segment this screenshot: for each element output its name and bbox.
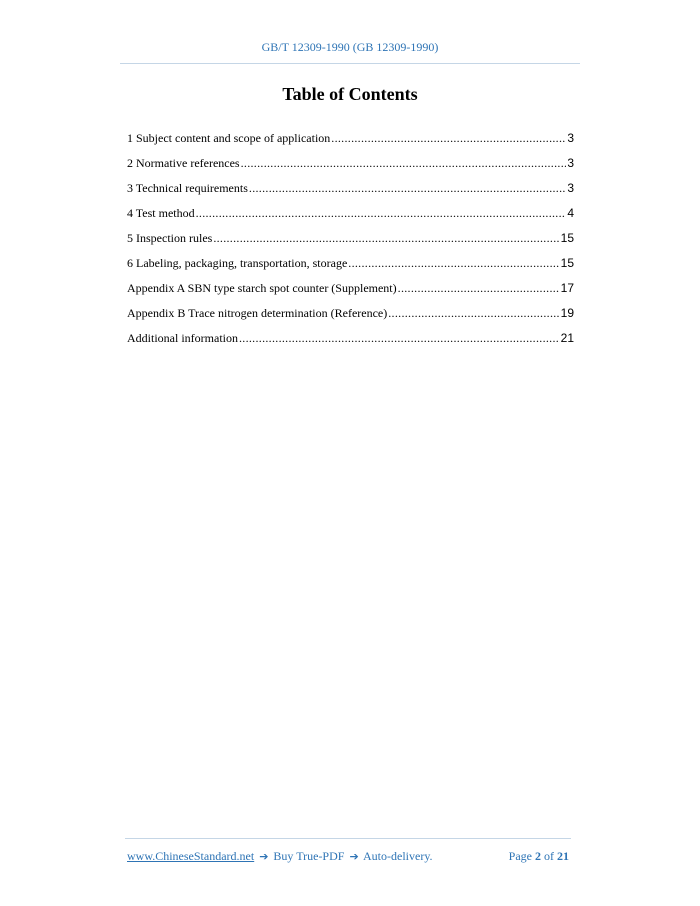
toc-dot-leader xyxy=(196,206,567,221)
auto-delivery-text: Auto-delivery. xyxy=(363,849,433,863)
toc-entry-title: 2 Normative references xyxy=(127,156,240,170)
header-divider xyxy=(120,63,580,64)
toc-list xyxy=(127,131,574,356)
website-link[interactable]: www.ChineseStandard.net xyxy=(127,849,255,863)
footer-divider xyxy=(125,838,571,839)
toc-entry[interactable] xyxy=(127,306,574,331)
toc-entry-page: 3 xyxy=(567,131,574,145)
toc-entry-title: Additional information xyxy=(127,331,238,345)
toc-dot-leader xyxy=(348,256,559,271)
right-arrow-icon: ➔ xyxy=(349,850,359,863)
toc-dot-leader xyxy=(239,331,560,346)
toc-dot-leader xyxy=(241,156,567,171)
toc-entry-title: 3 Technical requirements xyxy=(127,181,248,195)
toc-entry-title: 5 Inspection rules xyxy=(127,231,213,245)
toc-dot-leader xyxy=(331,131,566,146)
toc-entry[interactable] xyxy=(127,231,574,256)
buy-true-pdf-text: Buy True-PDF xyxy=(273,849,345,863)
toc-entry[interactable] xyxy=(127,331,574,356)
page-footer xyxy=(127,849,569,864)
toc-entry-title: 4 Test method xyxy=(127,206,195,220)
toc-entry-title: 6 Labeling, packaging, transportation, storage xyxy=(127,256,348,270)
toc-entry-page: 17 xyxy=(560,281,574,295)
toc-entry-page: 4 xyxy=(567,206,574,220)
toc-entry-page: 15 xyxy=(560,256,574,270)
toc-entry[interactable] xyxy=(127,256,574,281)
footer-promo xyxy=(127,849,433,864)
toc-entry-title: 1 Subject content and scope of application xyxy=(127,131,331,145)
toc-heading: Table of Contents xyxy=(282,84,418,104)
toc-entry[interactable] xyxy=(127,281,574,306)
toc-entry[interactable] xyxy=(127,206,574,231)
toc-dot-leader xyxy=(398,281,560,296)
toc-entry-page: 19 xyxy=(560,306,574,320)
toc-entry-title: Appendix B Trace nitrogen determination (Reference) xyxy=(127,306,388,320)
toc-dot-leader xyxy=(388,306,559,321)
toc-entry-page: 3 xyxy=(567,181,574,195)
toc-entry[interactable] xyxy=(127,156,574,181)
right-arrow-icon: ➔ xyxy=(259,850,269,863)
toc-entry-title: Appendix A SBN type starch spot counter (Supplement) xyxy=(127,281,397,295)
toc-dot-leader xyxy=(249,181,566,196)
document-code-header: GB/T 12309-1990 (GB 12309-1990) xyxy=(261,40,439,54)
toc-entry-page: 15 xyxy=(560,231,574,245)
total-pages-number: 21 xyxy=(557,849,569,863)
toc-dot-leader xyxy=(213,231,559,246)
toc-entry-page: 3 xyxy=(567,156,574,170)
of-label: of xyxy=(544,849,554,863)
toc-entry-page: 21 xyxy=(560,331,574,345)
toc-entry[interactable] xyxy=(127,131,574,156)
page-indicator xyxy=(509,849,569,864)
current-page-number: 2 xyxy=(535,849,541,863)
toc-entry[interactable] xyxy=(127,181,574,206)
page-label: Page xyxy=(508,849,532,863)
